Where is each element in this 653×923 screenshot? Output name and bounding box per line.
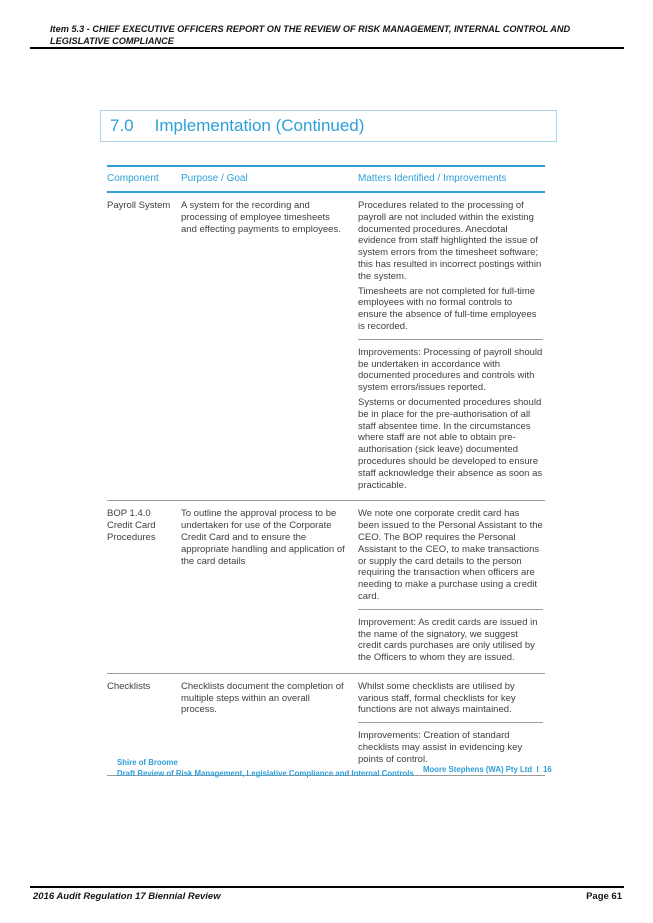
table-header-row [107, 165, 545, 193]
purpose-cell [181, 681, 358, 769]
component-cell: Checklists [107, 680, 151, 692]
section-heading-box [100, 110, 557, 142]
improvement-paragraph: Improvement: As credit cards are issued in the name of the signatory, we suggest credit cards purchases are only utilised by the Officers to whom they are issued. [358, 616, 538, 664]
component-cell: BOP 1.4.0 Credit Card Procedures [107, 508, 156, 543]
finding-paragraph: We note one corporate credit card has been issued to the Personal Assistant to the CEO. The BOP requires the Personal Assistant to the CEO, to make transactions or supply the card details to the person requiring the transaction when officers are needing to make a purchase using a credit card. [358, 508, 543, 602]
purpose-cell [181, 508, 358, 667]
finding-paragraph: Procedures related to the processing of payroll are not included within the existing documented procedures. Anecdotal evidence from staff highlighted the issue of system errors from the timesheet software; this has resulted in incorrect postings within the system. [358, 200, 542, 282]
footer-doc-title: Draft Review of Risk Management, Legislative Compliance and Internal Controls [117, 768, 414, 778]
section-title: Implementation (Continued) [154, 116, 365, 135]
document-footer-left [117, 758, 417, 779]
section-number: 7.0 [110, 116, 134, 135]
column-header-matters: Matters Identified / Improvements [358, 173, 507, 184]
matters-cell [358, 681, 545, 769]
cell-divider [358, 609, 543, 610]
improvement-paragraph: Improvements: Processing of payroll should be undertaken in accordance with documented procedures and controls with system errors/issues reported. [358, 346, 543, 394]
column-header-purpose: Purpose / Goal [181, 173, 248, 184]
column-header-component: Component [107, 173, 159, 184]
page-footer-rule [30, 886, 624, 888]
page-footer-title: 2016 Audit Regulation 17 Biennial Review [33, 891, 221, 902]
matters-cell [358, 200, 545, 494]
improvement-paragraph: Improvements: Creation of standard checklists may assist in evidencing key points of control. [358, 730, 523, 765]
purpose-paragraph: A system for the recording and processing of employee timesheets and effecting payments to employees. [181, 200, 341, 235]
component-cell: Payroll System [107, 200, 171, 211]
purpose-cell [181, 200, 358, 494]
footer-firm-page: Moore Stephens (WA) Pty Ltd I 16 [423, 765, 552, 774]
footer-org: Shire of Broome [117, 758, 178, 767]
purpose-paragraph: To outline the approval process to be undertaken for use of the Corporate Credit Card and to ensure the appropriate handling and application of the card details [181, 508, 345, 567]
matters-cell [358, 508, 545, 667]
cell-divider [358, 722, 543, 723]
review-table [107, 165, 545, 776]
table-row-credit-card-procedures [107, 501, 545, 674]
purpose-paragraph: Checklists document the completion of multiple steps within an overall process. [181, 680, 344, 716]
page-number: Page 61 [586, 891, 622, 902]
finding-paragraph: Timesheets are not completed for full-time employees with no formal controls to ensure the absence of full-time employees is recorded. [358, 285, 537, 332]
improvement-paragraph: Systems or documented procedures should be in place for the pre-authorisation of all staff absentee time. In the circumstances where staff are not able to obtain pre-authorisation (sick leave) documented procedures should be developed to ensure staff acknowledge their absence as soon as practicable. [358, 396, 543, 491]
table-row-payroll-system [107, 193, 545, 501]
report-header: Item 5.3 - CHIEF EXECUTIVE OFFICERS REPORT ON THE REVIEW OF RISK MANAGEMENT, INTERNAL CONTROL AND LEGISLATIVE COMPLIANCE [50, 24, 571, 46]
header-rule [30, 47, 624, 49]
finding-paragraph: Whilst some checklists are utilised by various staff, formal checklists for key functions are not always maintained. [358, 680, 516, 716]
cell-divider [358, 339, 543, 340]
